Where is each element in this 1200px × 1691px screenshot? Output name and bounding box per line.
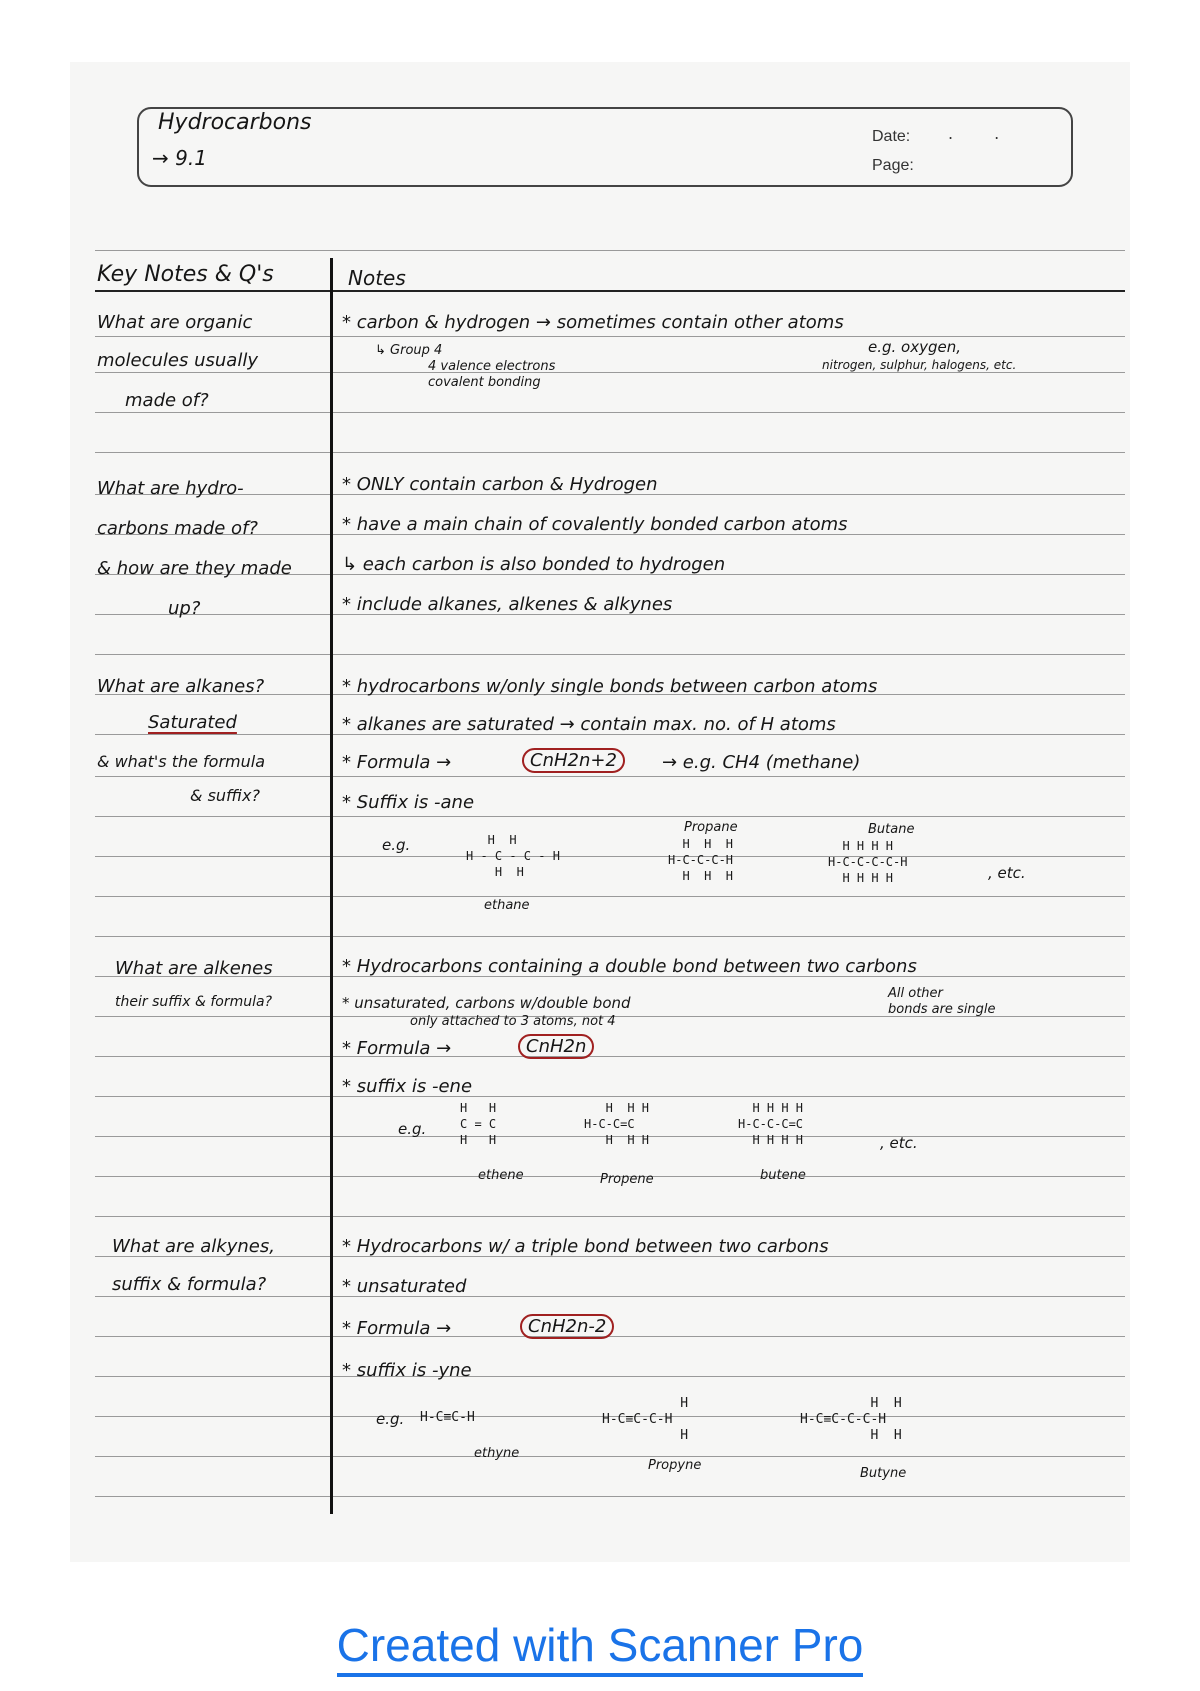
note-line: * include alkanes, alkenes & alkynes: [342, 594, 673, 615]
side-note: covalent bonding: [428, 375, 541, 390]
question-line: made of?: [125, 390, 209, 411]
question-line: molecules usually: [97, 350, 258, 371]
footer-link[interactable]: Created with Scanner Pro: [337, 1619, 864, 1677]
question-line: & what's the formula: [97, 752, 266, 771]
butene-structure: H H H H H-C-C-C=C H H H H: [738, 1101, 804, 1147]
ethyne-structure: H-C≡C-H: [420, 1410, 475, 1425]
question-line: What are alkynes,: [112, 1236, 275, 1257]
question-line: carbons made of?: [97, 518, 258, 539]
note-line: * Formula →: [342, 1038, 452, 1059]
side-note: 4 valence electrons: [428, 359, 556, 374]
page-title: Hydrocarbons: [158, 110, 312, 135]
note-line: only attached to 3 atoms, not 4: [410, 1014, 616, 1029]
propyne-structure: H H-C≡C-C-H H: [602, 1396, 689, 1443]
note-line: * unsaturated, carbons w/double bond: [342, 994, 631, 1012]
question-line: Saturated: [148, 712, 237, 733]
note-line: ↳ each carbon is also bonded to hydrogen: [342, 554, 726, 575]
formula-cloud: CnH2n: [518, 1034, 594, 1059]
note-line: * Hydrocarbons containing a double bond between two carbons: [342, 956, 917, 977]
question-line: What are alkanes?: [97, 676, 265, 697]
date-dots: . .: [948, 124, 1018, 143]
side-note: bonds are single: [888, 1002, 996, 1017]
section-number: → 9.1: [152, 146, 207, 170]
question-line: What are organic: [97, 312, 253, 333]
side-note: ↳ Group 4: [375, 343, 443, 358]
question-line: their suffix & formula?: [115, 994, 272, 1010]
etc-label: , etc.: [880, 1134, 918, 1152]
formula-cloud: CnH2n-2: [520, 1314, 614, 1339]
butyne-structure: H H H-C≡C-C-C-H H H: [800, 1396, 902, 1443]
note-line: * suffix is -yne: [342, 1360, 472, 1381]
note-line: * carbon & hydrogen → sometimes contain other atoms: [342, 312, 844, 333]
molecule-name: ethane: [484, 898, 530, 913]
note-line: * Formula →: [342, 1318, 452, 1339]
side-note: e.g. oxygen,: [868, 338, 962, 356]
question-line: What are hydro-: [97, 478, 244, 499]
note-line: * Hydrocarbons w/ a triple bond between two carbons: [342, 1236, 829, 1257]
molecule-name: ethene: [478, 1168, 524, 1183]
note-line: * Suffix is -ane: [342, 792, 475, 813]
note-line: * have a main chain of covalently bonded carbon atoms: [342, 514, 848, 535]
page-label: Page:: [872, 157, 914, 174]
question-line: & how are they made: [97, 558, 292, 579]
note-line: * suffix is -ene: [342, 1076, 473, 1097]
note-line: * Formula →: [342, 752, 452, 773]
etc-label: , etc.: [988, 864, 1026, 882]
right-column-heading: Notes: [348, 266, 406, 290]
scanner-pro-footer[interactable]: [0, 1618, 1200, 1672]
note-line: * alkanes are saturated → contain max. no. of H atoms: [342, 714, 836, 735]
note-line: → e.g. CH4 (methane): [662, 752, 861, 773]
question-line: suffix & formula?: [112, 1274, 267, 1295]
molecule-name: butene: [760, 1168, 806, 1183]
molecule-name: Propyne: [648, 1458, 702, 1473]
date-label: Date:: [872, 128, 911, 145]
ethene-structure: H H C = C H H: [460, 1101, 497, 1147]
molecule-name: ethyne: [474, 1446, 520, 1461]
propane-structure: H H H H-C-C-C-H H H H: [668, 837, 734, 883]
molecule-name: Butane: [868, 822, 915, 837]
question-line: What are alkenes: [115, 958, 273, 979]
question-line: up?: [168, 598, 201, 619]
propene-structure: H H H H-C-C=C H H H: [584, 1101, 650, 1147]
molecule-name: Butyne: [860, 1466, 907, 1481]
molecule-name: Propane: [684, 820, 738, 835]
ethane-structure: H H H - C - C - H H H: [466, 833, 560, 879]
formula-cloud: CnH2n+2: [522, 748, 625, 773]
example-label: e.g.: [398, 1120, 427, 1138]
butane-structure: H H H H H-C-C-C-C-H H H H H: [828, 839, 908, 885]
example-label: e.g.: [382, 836, 411, 854]
column-divider: [330, 258, 333, 1514]
note-line: * hydrocarbons w/only single bonds between carbon atoms: [342, 676, 878, 697]
molecule-name: Propene: [600, 1172, 654, 1187]
left-column-heading: Key Notes & Q's: [97, 262, 274, 287]
note-line: * unsaturated: [342, 1276, 467, 1297]
example-label: e.g.: [376, 1410, 405, 1428]
side-note: All other: [888, 986, 943, 1001]
question-line: & suffix?: [190, 786, 260, 805]
side-note: nitrogen, sulphur, halogens, etc.: [822, 358, 1017, 372]
note-line: * ONLY contain carbon & Hydrogen: [342, 474, 658, 495]
